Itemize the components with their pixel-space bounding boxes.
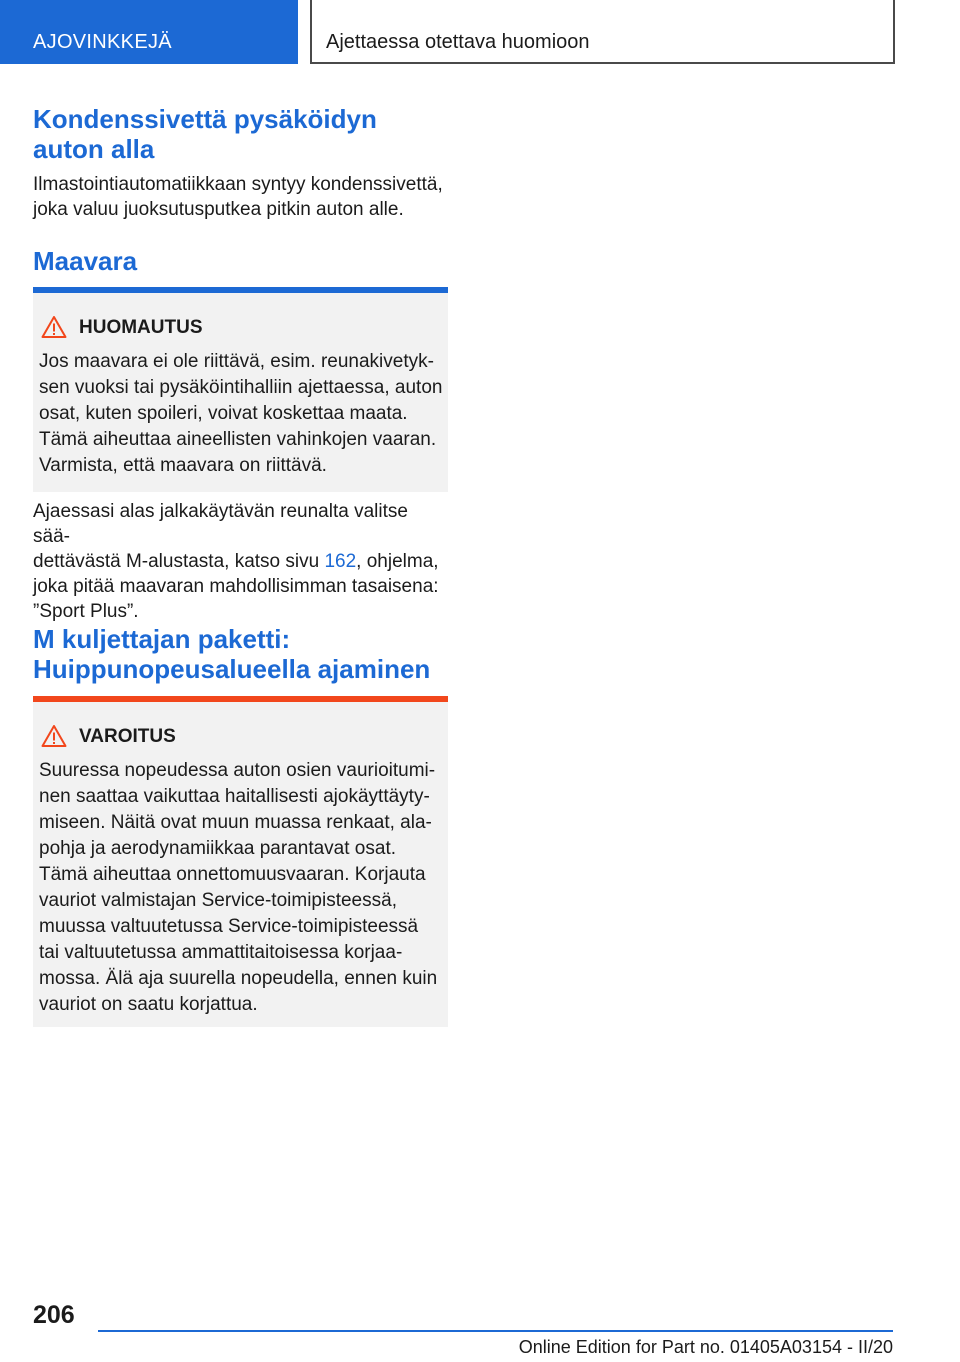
text-line: joka valuu juoksutusputkea pitkin auton alle. <box>33 199 404 220</box>
notice-box <box>33 287 448 492</box>
text-line: joka pitää maavaran mahdollisimman tasaisena: <box>33 576 439 597</box>
edition-footer: Online Edition for Part no. 01405A03154 - II/20 <box>518 1337 893 1357</box>
text-line: vauriot on saatu korjattua. <box>39 994 258 1015</box>
condensation-title <box>33 104 448 164</box>
page-number: 206 <box>33 1301 75 1329</box>
text-line: muussa valtuutetussa Service-toimipisteessä <box>39 916 419 937</box>
text-line: pohja ja aerodynamiikkaa parantavat osat. <box>39 838 397 859</box>
ground-clearance-heading <box>33 246 448 276</box>
text-line: Varmista, että maavara on riittävä. <box>39 455 327 476</box>
text-line: Jos maavara ei ole riittävä, esim. reunakivetyk- <box>39 351 434 372</box>
condensation-section <box>33 104 448 222</box>
text-line: miseen. Näitä ovat muun muassa renkaat, ala- <box>39 812 432 833</box>
text-line: vauriot valmistajan Service-toimipisteessä, <box>39 890 397 911</box>
text-line: sen vuoksi tai pysäköintihalliin ajettaessa, auton <box>39 377 443 398</box>
ground-clearance-text <box>33 499 448 624</box>
warning-box <box>33 696 448 1027</box>
warning-accent-bar <box>33 696 448 702</box>
text-line: Suuressa nopeudessa auton osien vaurioitumi- <box>39 760 436 781</box>
chapter-tab: AJOVINKKEJÄ <box>0 0 298 64</box>
warning-triangle-icon <box>41 315 67 339</box>
ground-clearance-title: Maavara <box>33 246 138 276</box>
text-line: mossa. Älä aja suurella nopeudella, ennen kuin <box>39 968 438 989</box>
warning-label: VAROITUS <box>79 726 176 747</box>
page-link-162[interactable]: 162 <box>324 551 357 572</box>
condensation-text <box>33 172 448 222</box>
title-line: Kondenssivettä pysäköidyn <box>33 104 377 134</box>
text-line: Ajaessasi alas jalkakäytävän reunalta valitse sää- <box>33 501 408 547</box>
warning-triangle-icon <box>41 724 67 748</box>
section-header: Ajettaessa otettava huomioon <box>310 0 895 64</box>
warning-heading <box>33 724 448 750</box>
ground-clearance-paragraph <box>33 499 448 624</box>
text-fragment: dettävästä M-alustasta, katso sivu <box>33 551 325 572</box>
warning-text <box>33 750 448 1018</box>
text-line <box>33 549 448 574</box>
text-line: tai valtuutetussa ammattitaitoisessa korjaa- <box>39 942 403 963</box>
title-line: Huippunopeusalueella ajaminen <box>33 654 431 684</box>
title-line: M kuljettajan paketti: <box>33 624 291 654</box>
driver-package-title <box>33 624 448 684</box>
text-line: nen saattaa vaikuttaa haitallisesti ajokäyttäyty- <box>39 786 430 807</box>
notice-accent-bar <box>33 287 448 293</box>
text-fragment: , ohjelma, <box>356 551 439 572</box>
notice-heading <box>33 315 448 341</box>
driver-package-heading <box>33 624 448 684</box>
title-line: auton alla <box>33 134 155 164</box>
text-line: Ilmastointiautomatiikkaan syntyy kondenssivettä, <box>33 174 443 195</box>
text-line: Tämä aiheuttaa onnettomuusvaaran. Korjauta <box>39 864 426 885</box>
text-line: Tämä aiheuttaa aineellisten vahinkojen vaaran. <box>39 429 437 450</box>
notice-text <box>33 341 448 479</box>
text-line: ”Sport Plus”. <box>33 601 139 622</box>
footer-divider <box>98 1330 893 1332</box>
notice-label: HUOMAUTUS <box>79 317 203 338</box>
text-line: osat, kuten spoileri, voivat koskettaa maata. <box>39 403 408 424</box>
